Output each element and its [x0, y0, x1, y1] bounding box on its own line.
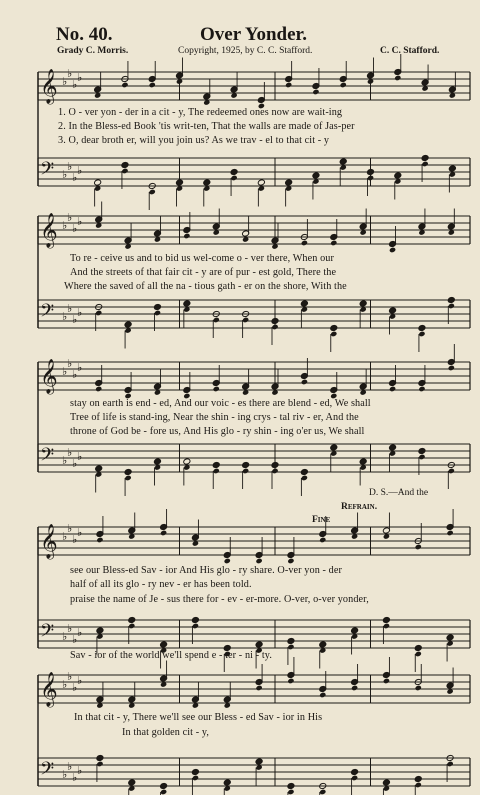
note-head	[183, 458, 191, 465]
key-flat: ♭	[72, 78, 78, 91]
key-flat: ♭	[67, 160, 73, 173]
note-head	[160, 789, 167, 795]
key-flat: ♭	[62, 630, 68, 643]
note-head	[421, 161, 428, 167]
note-head	[319, 789, 326, 795]
note-head	[389, 386, 396, 392]
note-head	[183, 300, 191, 307]
note-head	[389, 307, 397, 314]
note-head	[319, 537, 326, 543]
refrain-label: Refrain.	[341, 502, 378, 512]
lyric-line: Tree of life is stand-ing, Near the shin - ing crys - tal riv - er, And the	[70, 412, 359, 423]
note-head	[330, 444, 338, 451]
note-head	[257, 179, 265, 186]
key-flat: ♭	[62, 768, 68, 781]
note-head	[191, 769, 199, 776]
key-flat: ♭	[77, 450, 83, 463]
copyright-notice: Copyright, 1925, by C. C. Stafford.	[178, 46, 313, 56]
note-head	[95, 386, 102, 392]
key-flat: ♭	[67, 622, 73, 635]
note-head	[128, 779, 136, 786]
note-head	[160, 530, 167, 536]
key-flat: ♭	[77, 164, 83, 177]
note-head	[389, 444, 397, 451]
note-head	[300, 469, 308, 476]
note-head	[242, 462, 250, 469]
key-flat: ♭	[62, 310, 68, 323]
note-head	[382, 779, 390, 786]
lyric-line: throne of God be - fore us, And His glo - ry shin - ing o'er us, We shall	[70, 426, 365, 437]
note-head	[382, 617, 390, 624]
key-flat: ♭	[77, 215, 83, 228]
note-head	[300, 300, 308, 307]
note-head	[96, 761, 103, 767]
note-head	[418, 448, 426, 455]
note-head	[230, 175, 237, 181]
note-head	[351, 775, 358, 781]
note-head	[95, 310, 102, 316]
note-head	[319, 692, 326, 698]
note-head	[414, 776, 422, 783]
treble-clef: 𝄞	[40, 524, 58, 559]
note-head	[446, 761, 453, 767]
note-head	[94, 179, 102, 186]
composer-credit: C. C. Stafford.	[380, 46, 440, 56]
key-flat: ♭	[72, 222, 78, 235]
key-flat: ♭	[67, 211, 73, 224]
note-head	[351, 685, 358, 691]
note-head	[312, 89, 319, 95]
lyric-line: praise the name of Je - sus there for - ev - er-more. O-ver, o-ver yonder,	[70, 594, 369, 605]
key-flat: ♭	[62, 75, 68, 88]
note-head	[394, 172, 402, 179]
note-head	[287, 558, 294, 564]
note-head	[96, 627, 104, 634]
note-head	[255, 558, 262, 564]
key-flat: ♭	[67, 67, 73, 80]
note-head	[230, 169, 238, 176]
hymn-number: No. 40.	[56, 24, 113, 45]
dal-segno-mark: D. S.—And the	[369, 488, 429, 498]
note-head	[340, 82, 347, 88]
key-flat: ♭	[77, 764, 83, 777]
key-flat: ♭	[77, 71, 83, 84]
bass-clef: 𝄢	[40, 159, 55, 184]
lyric-line: To re - ceive us and to bid us wel-come o - ver there, When our	[70, 253, 334, 264]
key-flat: ♭	[77, 626, 83, 639]
key-flat: ♭	[77, 526, 83, 539]
note-head	[285, 82, 292, 88]
note-head	[160, 783, 168, 790]
note-head	[301, 240, 308, 246]
bass-clef: 𝄢	[40, 621, 55, 646]
bass-clef: 𝄢	[40, 301, 55, 326]
key-flat: ♭	[62, 678, 68, 691]
note-head	[414, 645, 422, 652]
lyric-line: 1. O - ver yon - der in a cit - y, The redeemed ones now are wait-ing	[58, 107, 343, 118]
note-head	[448, 303, 455, 309]
note-head	[160, 641, 168, 648]
lyric-line: In that cit - y, There we'll see our Bless - ed Sav - ior in His	[74, 712, 323, 723]
note-head	[359, 300, 367, 307]
note-head	[287, 644, 294, 650]
note-head	[255, 758, 263, 765]
note-head	[124, 321, 132, 328]
note-head	[255, 685, 262, 691]
note-head	[223, 779, 231, 786]
key-flat: ♭	[67, 670, 73, 683]
key-flat: ♭	[77, 361, 83, 374]
note-head	[154, 458, 162, 465]
note-head	[96, 755, 104, 762]
note-head	[446, 634, 454, 641]
note-head	[330, 325, 338, 332]
key-flat: ♭	[72, 171, 78, 184]
key-flat: ♭	[77, 674, 83, 687]
note-head	[96, 537, 103, 543]
key-flat: ♭	[67, 302, 73, 315]
lyric-line: Where the saved of all the na - tious gath - er on the shore, With the	[64, 281, 347, 292]
note-head	[447, 297, 455, 304]
note-head	[128, 617, 136, 624]
note-head	[394, 75, 401, 81]
note-head	[351, 769, 359, 776]
note-head	[421, 155, 429, 162]
note-head	[351, 627, 359, 634]
bass-clef: 𝄢	[40, 445, 55, 470]
note-head	[121, 82, 128, 88]
note-head	[149, 189, 156, 195]
note-head	[242, 468, 249, 474]
key-flat: ♭	[67, 357, 73, 370]
lyric-line: half of all its glo - ry nev - er has been told.	[70, 579, 252, 590]
note-head	[183, 233, 190, 239]
key-flat: ♭	[62, 219, 68, 232]
note-head	[418, 331, 425, 337]
key-flat: ♭	[72, 533, 78, 546]
note-head	[191, 617, 199, 624]
note-head	[128, 623, 135, 629]
treble-clef: 𝄞	[40, 69, 58, 104]
note-head	[213, 386, 220, 392]
note-head	[95, 465, 103, 472]
note-head	[383, 623, 390, 629]
treble-clef: 𝄞	[40, 672, 58, 707]
note-head	[389, 247, 396, 253]
note-head	[255, 641, 263, 648]
note-head	[312, 172, 320, 179]
key-flat: ♭	[62, 454, 68, 467]
note-head	[212, 462, 220, 469]
note-head	[213, 468, 220, 474]
note-head	[203, 179, 211, 186]
note-head	[339, 158, 347, 165]
key-flat: ♭	[62, 168, 68, 181]
note-head	[301, 379, 308, 385]
note-head	[330, 331, 337, 337]
note-head	[446, 530, 453, 536]
key-flat: ♭	[77, 306, 83, 319]
note-head	[287, 638, 295, 645]
note-head	[213, 317, 220, 323]
note-head	[418, 386, 425, 392]
lyric-line: 3. O, dear broth er, will you join us? As we trav - el to that cit - y	[58, 135, 330, 146]
key-flat: ♭	[67, 446, 73, 459]
note-head	[224, 558, 231, 564]
note-head	[359, 458, 367, 465]
note-head	[418, 454, 425, 460]
note-head	[319, 641, 327, 648]
lyricist-credit: Grady C. Morris.	[57, 46, 129, 56]
note-head	[415, 544, 422, 550]
lyric-line: stay on earth is end - ed, And our voic - es there are blend - ed, We shall	[70, 398, 371, 409]
note-head	[154, 310, 161, 316]
note-head	[415, 651, 422, 657]
note-head	[149, 82, 156, 88]
note-head	[448, 165, 456, 172]
key-flat: ♭	[62, 365, 68, 378]
note-head	[415, 685, 422, 691]
lyric-line: 2. In the Bless-ed Book 'tis writ-ten, That the walls are made of Jas-per	[58, 121, 355, 132]
note-head	[415, 782, 422, 788]
note-head	[418, 325, 426, 332]
note-head	[242, 317, 249, 323]
note-head	[124, 469, 132, 476]
note-head	[287, 678, 294, 684]
note-head	[124, 475, 131, 481]
lyric-line: see our Bless-ed Sav - ior And His glo - ry share. O-ver yon - der	[70, 565, 342, 576]
key-flat: ♭	[72, 313, 78, 326]
lyric-line: In that golden cit - y,	[122, 727, 210, 738]
note-head	[301, 475, 308, 481]
fine-mark: Fine	[312, 515, 331, 525]
key-flat: ♭	[72, 771, 78, 784]
key-flat: ♭	[72, 368, 78, 381]
lyric-line: And the streets of that fair cit - y are of pur - est gold, There the	[70, 267, 337, 278]
key-flat: ♭	[67, 522, 73, 535]
note-head	[285, 179, 293, 186]
key-flat: ♭	[72, 681, 78, 694]
key-flat: ♭	[62, 530, 68, 543]
key-flat: ♭	[72, 457, 78, 470]
hymn-title: Over Yonder.	[200, 24, 307, 45]
note-head	[330, 240, 337, 246]
key-flat: ♭	[67, 760, 73, 773]
lyric-line: Sav - ior of the world we'll spend e - ter - ni - ty.	[70, 650, 272, 661]
bass-clef: 𝄢	[40, 759, 55, 784]
note-head	[192, 775, 199, 781]
note-head	[287, 789, 294, 795]
note-head	[192, 623, 199, 629]
note-head	[121, 162, 129, 169]
note-head	[448, 468, 455, 474]
note-head	[154, 304, 162, 311]
treble-clef: 𝄞	[40, 213, 58, 248]
note-head	[287, 783, 295, 790]
note-head	[383, 678, 390, 684]
key-flat: ♭	[72, 633, 78, 646]
note-head	[448, 365, 455, 371]
treble-clef: 𝄞	[40, 359, 58, 394]
note-head	[121, 168, 128, 174]
